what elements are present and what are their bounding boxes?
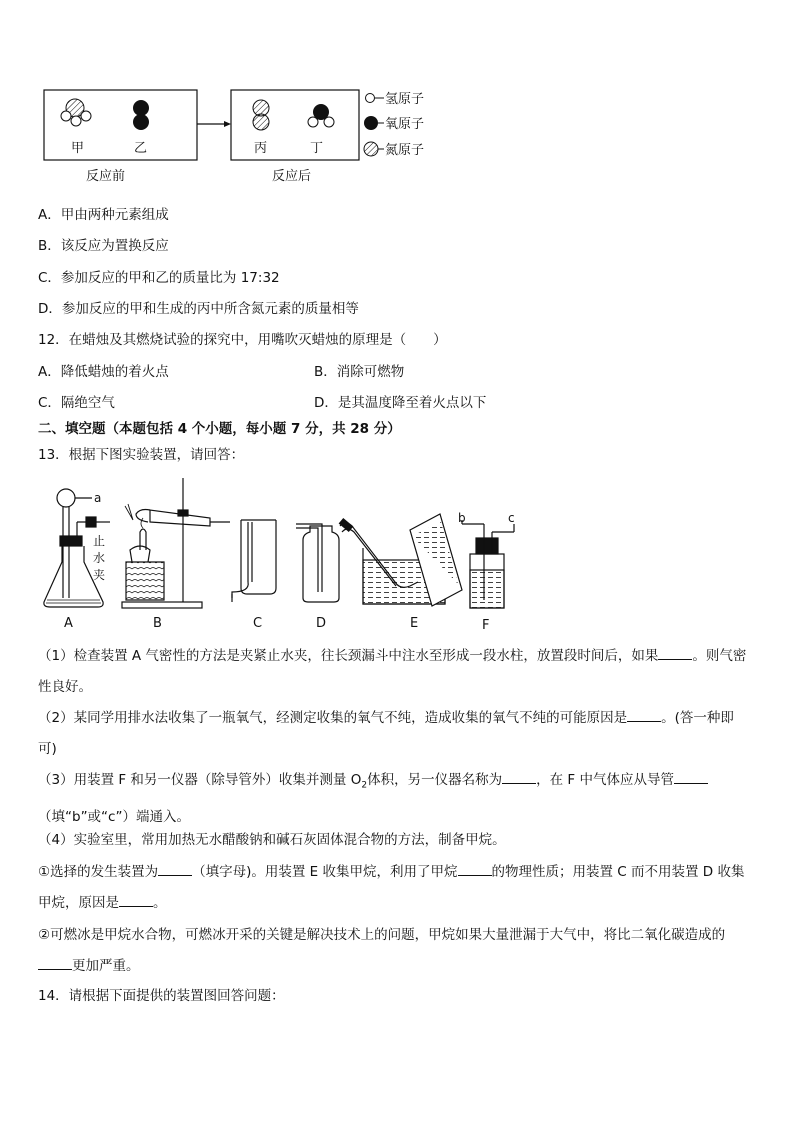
label-c: c [508,511,515,525]
molecule-yi [133,100,149,130]
q13-part5: ①选择的发生装置为 （填字母)。用装置 E 收集甲烷，利用了甲烷 的物理性质；用装置 C 而不用装置 D 收集甲烷，原因是 。 [38,857,750,919]
apparatus-d [296,524,339,602]
apparatus-label-d: D [316,616,327,631]
q13-part6: ②可燃冰是甲烷水合物，可燃冰开采的关键是解决技术上的问题，甲烷如果大量泄漏于大气中，将比二氧化碳造成的更加严重。 [38,927,726,974]
q13-stem: 13．根据下图实验装置，请回答： [38,447,245,463]
section-title: 二、填空题（本题包括 4 个小题，每小题 7 分，共 28 分） [38,421,401,437]
apparatus-label-b: B [153,616,162,631]
q13-part2: （2）某同学用排水法收集了一瓶氧气，经测定收集的氧气不纯，造成收集的氧气不纯的可能原因是 。(答一种即可) [38,703,750,765]
svg-text:氮原子: 氮原子 [385,143,425,158]
label-bing: 丙 [254,141,268,156]
molecule-jia [61,99,91,126]
caption-after: 反应后 [272,169,312,184]
after-box [231,90,359,160]
legend-oxygen [364,116,424,132]
label-jia: 甲 [71,141,85,156]
hydrogen-atom-icon [366,94,375,103]
apparatus-label-e: E [410,616,419,631]
clamp-char-1: 止 [93,534,106,548]
caption-before: 反应前 [86,169,126,184]
apparatus-label-c: C [253,616,263,631]
label-ding: 丁 [310,141,324,156]
label-a: a [94,491,102,505]
q12-option-a: A．降低蜡烛的着火点 [38,364,169,380]
clamp-char-3: 夹 [93,568,106,582]
apparatus-a [44,489,110,607]
reaction-diagram [0,80,794,190]
svg-text:氢原子: 氢原子 [385,92,425,107]
q13-part1: （1）检查装置 A 气密性的方法是夹紧止水夹，往长颈漏斗中注水至形成一段水柱，放置段时间后，如果 。则气密性良好。 [38,641,750,703]
q12-stem: 12．在蜡烛及其燃烧试验的探究中，用嘴吹灭蜡烛的原理是（ ） [38,332,447,348]
q12-option-d: D．是其温度降至着火点以下 [314,395,487,411]
apparatus-e [339,514,462,606]
q11-option-a: A．甲由两种元素组成 [38,207,169,223]
molecule-bing [253,100,269,130]
svg-text:氧原子: 氧原子 [385,117,425,132]
q13-part4: （4）实验室里，常用加热无水醋酸钠和碱石灰固体混合物的方法，制备甲烷。 [38,832,506,848]
apparatus-figure [0,470,794,635]
legend-nitrogen [364,142,424,158]
nitrogen-atom-icon [364,142,378,156]
apparatus-label-a: A [64,616,73,631]
apparatus-label-f: F [482,618,490,633]
apparatus-b [122,478,230,608]
molecule-ding [308,104,334,127]
q11-option-b: B．该反应为置换反应 [38,238,169,254]
q14-stem: 14．请根据下面提供的装置图回答问题： [38,988,285,1004]
apparatus-c [232,520,276,602]
label-yi: 乙 [134,141,148,156]
label-b: b [458,511,466,525]
apparatus-f [462,520,514,608]
oxygen-atom-icon [364,116,378,130]
q11-option-d: D．参加反应的甲和生成的丙中所含氮元素的质量相等 [38,301,359,317]
q12-option-b: B．消除可燃物 [314,364,405,380]
q13-part3: （3）用装置 F 和另一仪器（除导管外）收集并测量 $O_2$体积，另一仪器名称为 ，在 F 中气体应从导管（填“b”或“c”）端通入。 [38,765,750,833]
q12-option-c: C．隔绝空气 [38,395,115,411]
q11-option-c: C．参加反应的甲和乙的质量比为 17:32 [38,270,280,286]
legend-hydrogen [366,92,425,107]
before-box [44,90,197,160]
clamp-char-2: 水 [93,551,106,565]
